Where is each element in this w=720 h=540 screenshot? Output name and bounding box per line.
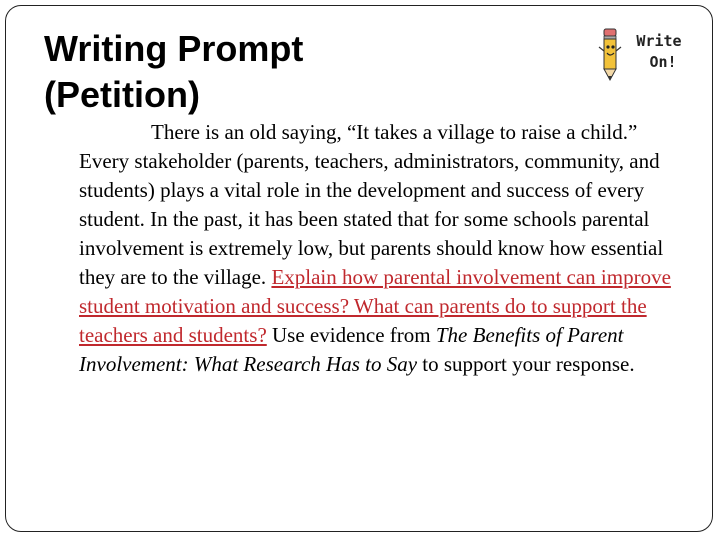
prompt-paragraph [79,118,687,379]
source-title: The Benefits of Parent Involvement: What Research Has to Say [79,323,624,376]
prompt-evidence-text: Use evidence from [266,323,436,347]
logo-line-1: Write [636,32,682,50]
title-line-2: (Petition) [44,74,200,115]
title-line-1: Writing Prompt [44,28,304,69]
pencil-mascot-icon [598,27,622,83]
slide-title [44,26,303,118]
prompt-question-highlight: Explain how parental involvement can improve student motivation and success? What can parents do to support the teachers and students? [79,265,671,347]
logo-line-2: On! [649,53,677,71]
write-on-logo [596,25,696,83]
logo-text [624,31,694,73]
prompt-intro-text: There is an old saying, “It takes a village to raise a child.” Every stakeholder (parents, teachers, administrators, community, and students) plays a vital role in the development and success of every student. In the past, it has been stated that for some schools parental involvement is extremely low, but parents should know how essential they are to the village. [79,120,664,289]
prompt-closing-text: to support your response. [417,352,635,376]
